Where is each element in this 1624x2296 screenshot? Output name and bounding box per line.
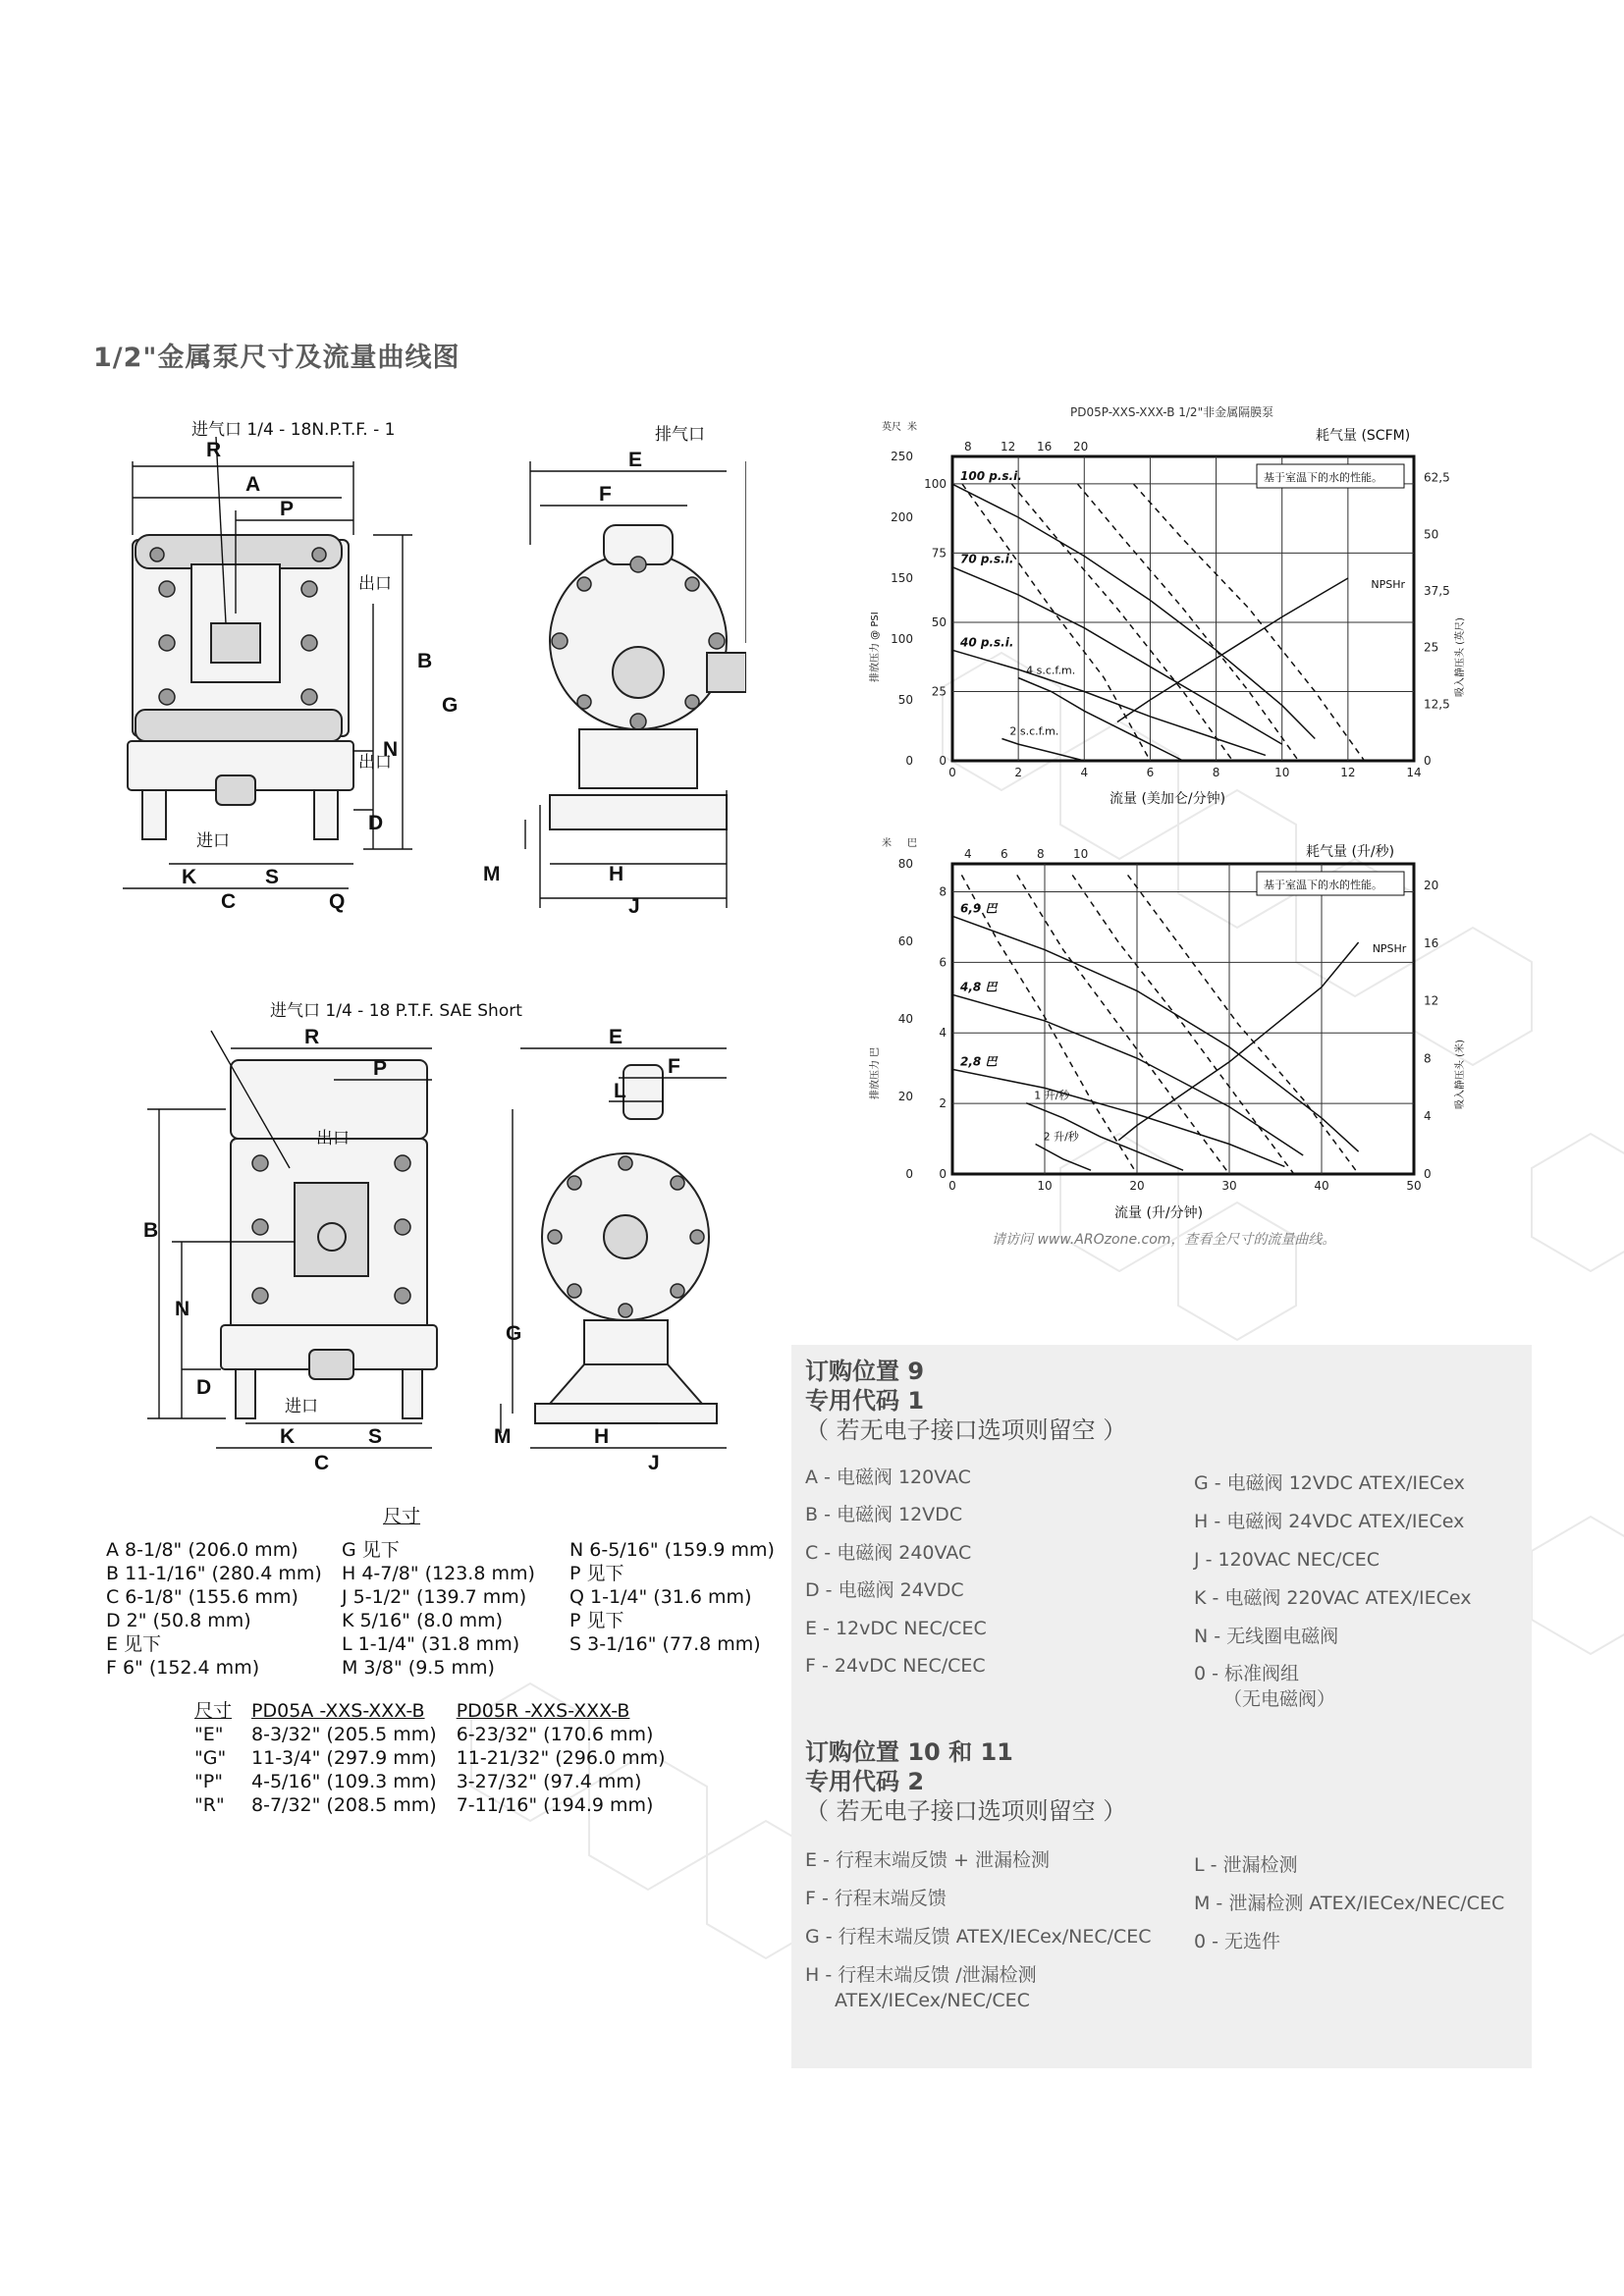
- dim-row: F 6" (152.4 mm): [106, 1657, 260, 1679]
- list-item: D - 电磁阀 24VDC: [805, 1579, 964, 1601]
- dim-row: J 5-1/2" (139.7 mm): [342, 1586, 527, 1608]
- flow-chart-metric: [864, 834, 1473, 1227]
- list-item: G - 电磁阀 12VDC ATEX/IECex: [1194, 1472, 1465, 1494]
- chart1-x-tick: 6: [1146, 766, 1155, 779]
- dim-row: A 8-1/8" (206.0 mm): [106, 1539, 298, 1561]
- air-inlet-note: 进气口 1/4 - 18N.P.T.F. - 1: [191, 420, 396, 440]
- svg-text:Q: Q: [329, 890, 346, 913]
- chart2-series-line: [952, 994, 1303, 1155]
- dimensions-header: 尺寸: [383, 1506, 421, 1527]
- chart1-x-tick: 4: [1080, 766, 1089, 779]
- svg-text:进口: 进口: [285, 1397, 318, 1416]
- chart2-y-label: 排放压力 巴: [870, 1046, 881, 1099]
- list-item: B - 电磁阀 12VDC: [805, 1504, 963, 1525]
- list-item: L - 泄漏检测: [1194, 1854, 1298, 1876]
- dim-row: N 6-5/16" (159.9 mm): [569, 1539, 775, 1561]
- chart2-y-outer-tick: 60: [897, 934, 913, 948]
- list-item: C - 电磁阀 240VAC: [805, 1542, 972, 1564]
- chart1-y-label: 排放压力 @ PSI: [870, 612, 881, 682]
- chart2-air-curve-10: [1128, 875, 1359, 1174]
- chart2-y-right-tick: 0: [1424, 1167, 1432, 1181]
- chart1-x-tick: 8: [1212, 766, 1220, 779]
- chart2-series-line: [952, 1069, 1284, 1166]
- svg-text:H: H: [594, 1425, 610, 1448]
- dim-row: M 3/8" (9.5 mm): [342, 1657, 495, 1679]
- dim-row: S 3-1/16" (77.8 mm): [569, 1633, 761, 1655]
- svg-text:C: C: [314, 1452, 330, 1472]
- chart1-series-line: [952, 484, 1315, 738]
- chart1-note: 基于室温下的水的性能。: [1264, 471, 1382, 484]
- svg-text:E: E: [609, 1026, 623, 1048]
- svg-text:M: M: [483, 863, 501, 885]
- dim-row: G 见下: [342, 1539, 400, 1561]
- chart1-title: PD05P-XXS-XXX-B 1/2"非金属隔膜泵: [1070, 405, 1274, 419]
- chart1-top-tick: 20: [1073, 440, 1089, 454]
- chart2-top-tick: 6: [1001, 847, 1008, 861]
- svg-text:P: P: [280, 498, 295, 520]
- svg-text:K: K: [280, 1425, 296, 1448]
- chart2-y-tick: 6: [939, 955, 947, 970]
- exhaust-label: 排气口: [655, 425, 705, 445]
- flow-chart-us: [864, 402, 1473, 815]
- chart1-top-axis-label: 耗气量 (SCFM): [1316, 428, 1411, 444]
- chart2-y-outer-tick: 20: [897, 1090, 913, 1103]
- dim-row: C 6-1/8" (155.6 mm): [106, 1586, 298, 1608]
- chart2-y-tick: 8: [939, 884, 947, 899]
- list-item: F - 24vDC NEC/CEC: [805, 1655, 986, 1677]
- chart1-top-tick: 8: [964, 440, 972, 454]
- top-dimension-drawing: [118, 417, 746, 918]
- chart1-series-label: NPSHr: [1371, 578, 1405, 591]
- svg-text:A: A: [245, 473, 261, 496]
- chart2-top-tick: 10: [1073, 847, 1089, 861]
- list-item: （无电磁阀）: [1223, 1688, 1336, 1710]
- svg-text:J: J: [628, 895, 640, 918]
- chart1-y-right-tick: 0: [1424, 754, 1432, 768]
- chart1-y-tick: 75: [931, 546, 947, 561]
- svg-text:J: J: [648, 1452, 660, 1472]
- dim-row: D 2" (50.8 mm): [106, 1610, 251, 1631]
- chart1-y-outer-tick: 100: [891, 632, 913, 646]
- chart1-series-label: 40 p.s.i.: [960, 635, 1014, 650]
- list-item: K - 电磁阀 220VAC ATEX/IECex: [1194, 1587, 1472, 1609]
- svg-text:D: D: [368, 812, 384, 834]
- svg-text:R: R: [304, 1026, 320, 1048]
- list-item: E - 行程末端反馈 + 泄漏检测: [805, 1849, 1050, 1871]
- chart1-x-label: 流量 (美加仑/分钟): [1110, 791, 1226, 807]
- chart1-series-line: [1117, 578, 1348, 722]
- list-item: A - 电磁阀 120VAC: [805, 1467, 971, 1488]
- chart1-y-right-tick: 50: [1424, 527, 1439, 542]
- order9-subtitle: 专用代码 1: [805, 1387, 925, 1415]
- chart2-unit-bar: 巴: [907, 838, 917, 849]
- svg-text:S: S: [368, 1425, 383, 1448]
- chart2-top-tick: 8: [1037, 847, 1045, 861]
- chart1-y-outer-tick: 150: [891, 571, 913, 585]
- chart2-y-outer-tick: 40: [897, 1012, 913, 1026]
- chart2-series-line: [952, 916, 1359, 1151]
- chart2-x-tick: 50: [1406, 1179, 1422, 1193]
- chart2-series-line: [1036, 1145, 1091, 1171]
- chart1-unit-m: 米: [907, 422, 917, 433]
- chart2-y-right-label: 吸入静压头 (米): [1455, 1040, 1466, 1109]
- chart1-y-outer-tick: 50: [897, 693, 913, 707]
- chart2-y-tick: 2: [939, 1096, 947, 1111]
- dim-row: Q 1-1/4" (31.6 mm): [569, 1586, 752, 1608]
- chart2-y-right-tick: 20: [1424, 879, 1439, 893]
- chart2-x-tick: 20: [1129, 1179, 1145, 1193]
- svg-text:E: E: [628, 449, 643, 471]
- list-item: J - 120VAC NEC/CEC: [1194, 1549, 1380, 1571]
- dim-row: P 见下: [569, 1610, 624, 1631]
- chart2-series-line: [1118, 942, 1358, 1141]
- list-item: H - 电磁阀 24VDC ATEX/IECex: [1194, 1511, 1465, 1532]
- svg-text:N: N: [175, 1298, 190, 1320]
- chart1-series-label: 100 p.s.i.: [960, 469, 1022, 484]
- svg-text:M: M: [494, 1425, 512, 1448]
- svg-text:B: B: [143, 1219, 159, 1242]
- svg-text:R: R: [206, 439, 222, 461]
- chart2-series-label: 1 升/秒: [1034, 1089, 1070, 1102]
- svg-text:N: N: [383, 738, 399, 761]
- chart2-series-label: 4,8 巴: [960, 980, 998, 994]
- chart1-y-right-tick: 37,5: [1424, 584, 1450, 599]
- table-row: "G" 11-3/4" (297.9 mm) 11-21/32" (296.0 mm): [194, 1747, 666, 1769]
- svg-text:L: L: [614, 1080, 626, 1102]
- model-dimensions-table: 尺寸 PD05A -XXS-XXX-B PD05R -XXS-XXX-B "E" 8-3/32" (205.5 mm) 6-23/32" (170.6 mm) "G" 11-3/4" (297.9 mm) 11-21/32" (296.0 mm) "P" 4-5/16" (109.3 mm) 3-27/32" (97.4 mm) "R" 8-7/32" (208.5 mm) 7-11/16" (194.9 mm): [194, 1699, 685, 1817]
- chart-footnote: 请访问 www.AROzone.com，查看全尺寸的流量曲线。: [992, 1232, 1336, 1248]
- svg-text:F: F: [668, 1055, 680, 1078]
- chart1-series-label: 2 s.c.f.m.: [1009, 724, 1059, 738]
- svg-text:出口: 出口: [358, 753, 392, 773]
- page-title: 1/2"金属泵尺寸及流量曲线图: [93, 343, 460, 373]
- svg-text:出口: 出口: [316, 1129, 350, 1148]
- chart2-y-right-tick: 4: [1424, 1109, 1432, 1124]
- chart2-y-tick: 0: [939, 1167, 947, 1181]
- svg-text:G: G: [442, 694, 459, 717]
- chart1-y-outer-tick: 250: [891, 450, 913, 463]
- side-view-pump-2: [535, 1065, 717, 1423]
- dim-row: K 5/16" (8.0 mm): [342, 1610, 504, 1631]
- chart2-top-axis-label: 耗气量 (升/秒): [1306, 844, 1395, 860]
- list-item: F - 行程末端反馈: [805, 1888, 947, 1909]
- front-view-pump: [128, 535, 353, 839]
- inlet-label: 进口: [196, 831, 230, 851]
- svg-text:C: C: [221, 890, 237, 913]
- dim-row: B 11-1/16" (280.4 mm): [106, 1563, 322, 1584]
- svg-text:G: G: [506, 1322, 522, 1345]
- chart1-y-tick: 100: [924, 476, 947, 491]
- bottom-dimension-drawing: [137, 1001, 776, 1472]
- order9-title: 订购位置 9: [805, 1358, 925, 1385]
- chart2-series-label: 2,8 巴: [960, 1054, 998, 1069]
- chart2-y-right-tick: 12: [1424, 993, 1439, 1008]
- chart1-y-tick: 0: [939, 754, 947, 768]
- order-code-panel: [791, 1345, 1532, 2068]
- chart2-y-outer-tick: 80: [897, 857, 913, 871]
- chart2-x-tick: 40: [1314, 1179, 1329, 1193]
- chart2-top-tick: 4: [964, 847, 972, 861]
- list-item: 0 - 标准阀组: [1194, 1663, 1300, 1684]
- chart1-y-right-tick: 25: [1424, 640, 1439, 655]
- air-inlet-note-2: 进气口 1/4 - 18 P.T.F. SAE Short: [270, 1001, 522, 1021]
- chart2-y-right-tick: 16: [1424, 935, 1439, 950]
- order9-note: （ 若无电子接口选项则留空 ）: [805, 1416, 1127, 1444]
- chart1-y-right-label: 吸入静压头 (英尺): [1455, 617, 1466, 697]
- chart2-note: 基于室温下的水的性能。: [1264, 879, 1382, 891]
- svg-text:D: D: [196, 1376, 212, 1399]
- chart1-y-right-tick: 62,5: [1424, 470, 1450, 485]
- chart1-series-label: 70 p.s.i.: [960, 552, 1014, 566]
- chart1-series-label: 4 s.c.f.m.: [1026, 664, 1076, 677]
- chart1-x-tick: 2: [1014, 766, 1022, 779]
- chart1-x-tick: 0: [948, 766, 956, 779]
- order10-note: （ 若无电子接口选项则留空 ）: [805, 1797, 1127, 1825]
- table-row: "E" 8-3/32" (205.5 mm) 6-23/32" (170.6 mm): [194, 1724, 654, 1745]
- svg-text:K: K: [182, 866, 197, 888]
- chart1-top-tick: 16: [1037, 440, 1053, 454]
- chart1-y-right-tick: 12,5: [1424, 697, 1450, 712]
- svg-text:P: P: [373, 1057, 388, 1080]
- list-item: N - 无线圈电磁阀: [1194, 1626, 1339, 1647]
- chart1-y-outer-tick: 200: [891, 510, 913, 524]
- list-item: M - 泄漏检测 ATEX/IECex/NEC/CEC: [1194, 1893, 1505, 1914]
- chart1-series-line: [952, 650, 1266, 755]
- svg-text:F: F: [599, 483, 612, 506]
- svg-text:B: B: [417, 650, 433, 672]
- order10-subtitle: 专用代码 2: [805, 1768, 925, 1795]
- list-item: 0 - 无选件: [1194, 1931, 1281, 1952]
- chart1-x-tick: 12: [1340, 766, 1356, 779]
- chart1-y-outer-tick: 0: [905, 754, 913, 768]
- chart1-series-line: [952, 567, 1282, 744]
- list-item: H - 行程末端反馈 /泄漏检测: [805, 1964, 1037, 1986]
- chart2-x-label: 流量 (升/分钟): [1114, 1205, 1204, 1221]
- chart1-y-tick: 25: [931, 684, 947, 699]
- chart1-top-tick: 12: [1001, 440, 1016, 454]
- chart2-y-right-tick: 8: [1424, 1051, 1432, 1066]
- chart1-unit-ft: 英尺: [882, 422, 901, 433]
- list-item: E - 12vDC NEC/CEC: [805, 1618, 987, 1639]
- chart2-air-curve-4: [961, 875, 1137, 1174]
- side-view-pump: [550, 525, 746, 829]
- table-row: "P" 4-5/16" (109.3 mm) 3-27/32" (97.4 mm): [194, 1771, 642, 1792]
- chart2-series-label: 2 升/秒: [1043, 1130, 1079, 1144]
- chart2-series-label: 6,9 巴: [960, 901, 998, 916]
- chart2-series-label: NPSHr: [1372, 941, 1407, 955]
- svg-text:H: H: [609, 863, 624, 885]
- chart1-y-tick: 50: [931, 614, 947, 629]
- chart2-y-outer-tick: 0: [905, 1167, 913, 1181]
- dim-row: P 见下: [569, 1563, 624, 1584]
- list-item: ATEX/IECex/NEC/CEC: [835, 1990, 1030, 2011]
- chart2-x-tick: 10: [1037, 1179, 1053, 1193]
- chart1-series-line: [1001, 739, 1084, 762]
- table-row: "R" 8-7/32" (208.5 mm) 7-11/16" (194.9 mm): [194, 1794, 654, 1816]
- chart1-x-tick: 10: [1274, 766, 1290, 779]
- chart2-x-tick: 0: [948, 1179, 956, 1193]
- chart1-x-tick: 14: [1406, 766, 1422, 779]
- svg-text:S: S: [265, 866, 280, 888]
- front-view-pump-2: [221, 1060, 437, 1418]
- chart2-unit-m: 米: [882, 838, 892, 849]
- dim-row: L 1-1/4" (31.8 mm): [342, 1633, 520, 1655]
- dim-row: H 4-7/8" (123.8 mm): [342, 1563, 535, 1584]
- order10-title: 订购位置 10 和 11: [805, 1738, 1013, 1766]
- svg-text:出口: 出口: [358, 574, 392, 594]
- chart2-y-tick: 4: [939, 1026, 947, 1041]
- dim-row: E 见下: [106, 1633, 162, 1655]
- chart2-x-tick: 30: [1221, 1179, 1237, 1193]
- list-item: G - 行程末端反馈 ATEX/IECex/NEC/CEC: [805, 1926, 1152, 1948]
